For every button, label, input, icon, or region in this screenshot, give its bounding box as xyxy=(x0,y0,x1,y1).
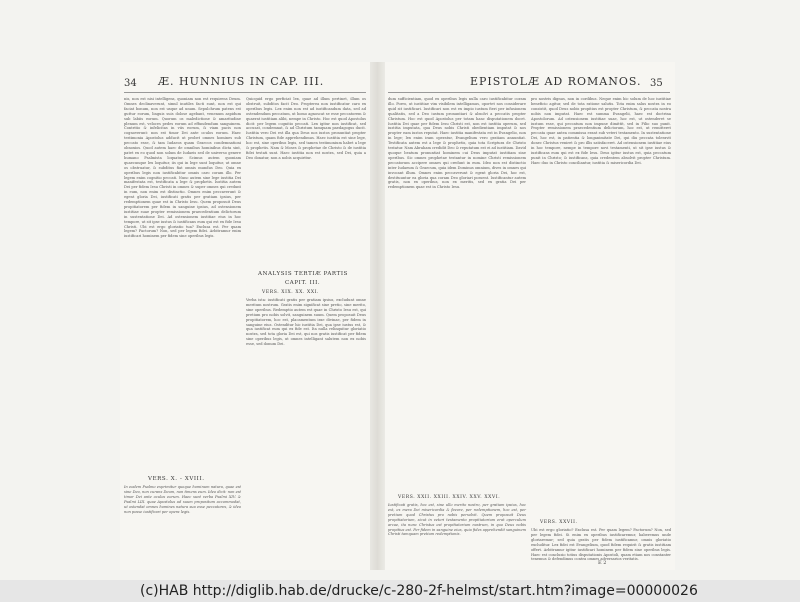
left-col2-body-b: Verba ista: iustificati gratis per gratiam ipsius, excludunt omne meritum nostrum. Gratis enim significat sine pretio, sine merito, sine operibus. Redemptio autem est quae in Christo Iesu est, qui pretium pro nobis solvit, sanguinem suum. Quem proposuit Deus propitiatorem, hoc est, placamentum irae divinae, per fidem in sanguine eius. Ostenditur hic iustitia Dei, qua ipse iustus est, & qua iustificat eum qui ex fide est. Ita nulla relinquitur gloriatio nostra, sed tota gloria Dei est, qui nos gratis iustificat per fidem sine operibus legis, ut omnes intelligant salutem non ex nobis esse, sed donum Dei. xyxy=(246,298,366,347)
right-page-number: 35 xyxy=(650,78,663,89)
left-column-1-text xyxy=(124,97,241,472)
right-column-2-text-b xyxy=(531,528,671,562)
printer-signature: E 2 xyxy=(598,560,607,566)
right-col2-body-b: Ubi est ergo gloriatio? Exclusa est. Per quam legem? Factorum? Non, sed per legem fidei. Si enim ex operibus iustificaremur, haberemus unde gloriaremur; sed quia gratis per fidem iustificamur, omnis gloriatio excluditur. Lex fidei est Evangelium, quod fidem requirit & gratis iustitiam offert. Arbitramur igitur iustificari hominem per fidem sine operibus legis. Haec est conclusio totius disputationis Apostoli, quam etiam nos constanter tenemus & defendimus contra omnes adversarios veritatis. xyxy=(531,528,671,562)
analysis-heading: ANALYSIS TERTIÆ PARTIS xyxy=(258,271,348,277)
left-col1-note-body: In eodem Psalmo exprimitur quoque hominum natura, quae est sine Deo, non curans Deum, non timens eum. Ideo dicit: non est timor Dei ante oculos eorum. Haec sunt verba Psalmi XIV. & Psalmi LIII. quae Apostolus ad suum propositum accommodat, ut ostendat omnes homines natura sua esse peccatores, & ideo non posse iustificari per opera legis. xyxy=(124,485,241,514)
left-column-1-note xyxy=(124,485,241,565)
left-page-number: 34 xyxy=(124,78,137,89)
left-header-rule xyxy=(124,92,366,93)
right-col1-body: dum sufficientiam, quod ex operibus legis nulla caro iustificabitur coram illo. Porro, ut iustitiae vim visibilem intelligamus, oportet nos considerare quid sit iustificari. Iustificari non est ex impio iustum fieri per infusionem qualitatis, sed a Deo iustum pronuntiari & absolvi a peccatis propter Christum. Hoc est quod Apostolus per totam hanc disputationem docet. Iustitia Dei quae per fidem Iesu Christi est, non est iustitia operum, sed iustitia imputata, qua Deus nobis Christi obedientiam imputat & nos propter eam iustos reputat. Haec iustitia manifestata est in Evangelio, non in lege; lex enim iram operatur, Evangelium vero gratiam annuntiat. Testificata autem est a lege & prophetis, quia tota Scriptura de Christo testatur. Nam Abraham credidit Deo & reputatum est ei ad iustitiam. David quoque beatum pronuntiat hominem cui Deus imputat iustitiam sine operibus. Sic omnes prophetae testantur in nomine Christi remissionem peccatorum accipere omnes qui credunt in eum. Ideo non est distinctio inter Iudaeum & Graecum, quia idem Dominus omnium, dives in omnes qui invocant illum. Omnes enim peccaverunt & egent gloria Dei, hoc est, destituuntur ea gloria qua coram Deo gloriari possent. Iustificantur autem gratis, non ex operibus, non ex meritis, sed ex gratia Dei per redemptionem quae est in Christo Iesu. xyxy=(388,97,526,190)
right-verse-note-1: VERS. XXII. XXIII. XXIV. XXV. XXVI. xyxy=(398,495,501,500)
left-verse-note-2: VERS. XIX. XX. XXI. xyxy=(262,290,320,295)
chapter-heading: CAPIT. III. xyxy=(285,280,321,286)
right-column-1-text-b xyxy=(388,503,526,566)
right-column-1-text xyxy=(388,97,526,492)
right-verse-note-2: VERS. XXVII. xyxy=(540,520,578,525)
right-col2-body: pro nostris dignus, non in cordibus. Neque enim hic solum de hoc iustitiae beneficio agitur, sed de tota ratione salutis. Tota enim salus nostra in eo consistit, quod Deus nobis propitius est propter Christum, & peccata nostra nobis non imputat. Haec est summa Evangelii, haec est doctrina Apostolorum. Ad ostensionem iustitiae suae, hoc est, ut ostenderet se iustum esse, qui peccatum non impune dimittit, sed in Filio suo punit. Propter remissionem praecedentium delictorum, hoc est, ut remitteret peccata quae antea commissa erant sub veteri testamento. In sustentatione Dei, hoc est, in patientia & longanimitate Dei, qui diu peccata toleravit donec Christus veniret & pro illis satisfaceret. Ad ostensionem iustitiae eius in hoc tempore, nempe in tempore novi testamenti, ut sit ipse iustus & iustificans eum qui est ex fide Iesu. Deus igitur iustus est, quia peccatum punit in Christo; & iustificans, quia credentem absolvit propter Christum. Haec duo in Christo conciliantur, iustitia & misericordia Dei. xyxy=(531,97,671,165)
right-col1-body-b: Iustificati gratis, hoc est, sine ullo merito nostro, per gratiam ipsius, hoc est, ex mera Dei misericordia & favore, per redemptionem, hoc est, per pretium quod Christus pro nobis persolvit. Quem proposuit Deus propitiatorium, sicut in veteri testamento propitiatorium erat operculum arcae, ita nunc Christus est propitiatorium nostrum, in quo Deus nobis propitius est. Per fidem in sanguine eius, quia fides apprehendit sanguinem Christi tamquam pretium redemptionis. xyxy=(388,503,526,537)
left-running-head: Æ. HUNNIUS IN CAP. III. xyxy=(158,75,325,88)
left-col1-body: nis, non est nisi intelligens, quoniam non est requirens Deum. Omnes declinaverunt, simul inutiles facti sunt, non est qui faciat bonum, non est usque ad unum. Sepulchrum patens est guttur eorum, linguis suis dolose agebant, venenum aspidum sub labiis eorum. Quorum os maledictione & amaritudine plenum est, veloces pedes eorum ad effundendum sanguinem. Contritio & infelicitas in viis eorum, & viam pacis non cognoverunt: non est timor Dei ante oculos eorum. Haec testimonia Apostolus adducit ut probet omnes homines sub peccato esse, & tam Iudaeos quam Graecos condemnationi obnoxios. Quod autem haec de omnibus hominibus dicta sint, patet ex eo quod non solum de Iudaeis sed de universo genere humano Psalmista loquatur. Scimus autem quoniam quaecunque lex loquitur, iis qui in lege sunt loquitur, ut omne os obstruatur, & subditus fiat omnis mundus Deo. Quia ex operibus legis non iustificabitur omnis caro coram illo. Per legem enim cognitio peccati. Nunc autem sine lege iustitia Dei manifestata est, testificata a lege & prophetis. Iustitia autem Dei per fidem Iesu Christi in omnes & super omnes qui credunt in eum, non enim est distinctio. Omnes enim peccaverunt & egent gloria Dei, iustificati gratis per gratiam ipsius, per redemptionem quae est in Christo Iesu. Quem proposuit Deus propitiatorem per fidem in sanguine ipsius, ad ostensionem iustitiae suae propter remissionem praecedentium delictorum in sustentatione Dei. Ad ostensionem iustitiae eius in hoc tempore, ut sit ipse iustus & iustificans eum qui est ex fide Iesu Christi. Ubi est ergo gloriatio tua? Exclusa est. Per quam legem? Factorum? Non, sed per legem fidei. Arbitramur enim iustificari hominem per fidem sine operibus legis. xyxy=(124,97,241,239)
left-col2-body: Quicquid ergo perficiat lex, quae ad illum pertinet, illum os obstruit, subditos facit Deo. Propterea non iustificatur caro ex operibus legis. Lex enim non est ad iustificandum data, sed ad ostendendum peccatum, ut homo agnoscat se esse peccatorem & quaerat iustitiam alibi, nempe in Christo. Hoc est quod Apostolus dicit: per legem cognitio peccati. Lex igitur non iustificat, sed accusat, condemnat, & ad Christum tamquam paedagogus ducit. Iustitia vero Dei est illa qua Deus nos iustos pronuntiat propter Christum, quam fide apprehendimus. Haec iustitia est sine lege, hoc est, sine operibus legis, sed tamen testimonium habet a lege & prophetis. Nam & Moses & prophetae de Christo & de iustitia fidei testati sunt. Haec iustitia non est nostra, sed Dei, quia a Deo donatur, non a nobis acquiritur. xyxy=(246,97,366,160)
right-running-head: EPISTOLÆ AD ROMANOS. xyxy=(470,75,642,88)
left-column-2-text-b xyxy=(246,298,366,566)
right-header-rule xyxy=(388,92,670,93)
book-gutter xyxy=(370,62,385,570)
left-column-2-text xyxy=(246,97,366,267)
right-column-2-text xyxy=(531,97,671,517)
left-verse-note: VERS. X. - XVIII. xyxy=(148,476,205,482)
footer-credit: (c)HAB http://diglib.hab.de/drucke/c-280-2f-helmst/start.htm?image=00000026 xyxy=(0,580,800,602)
